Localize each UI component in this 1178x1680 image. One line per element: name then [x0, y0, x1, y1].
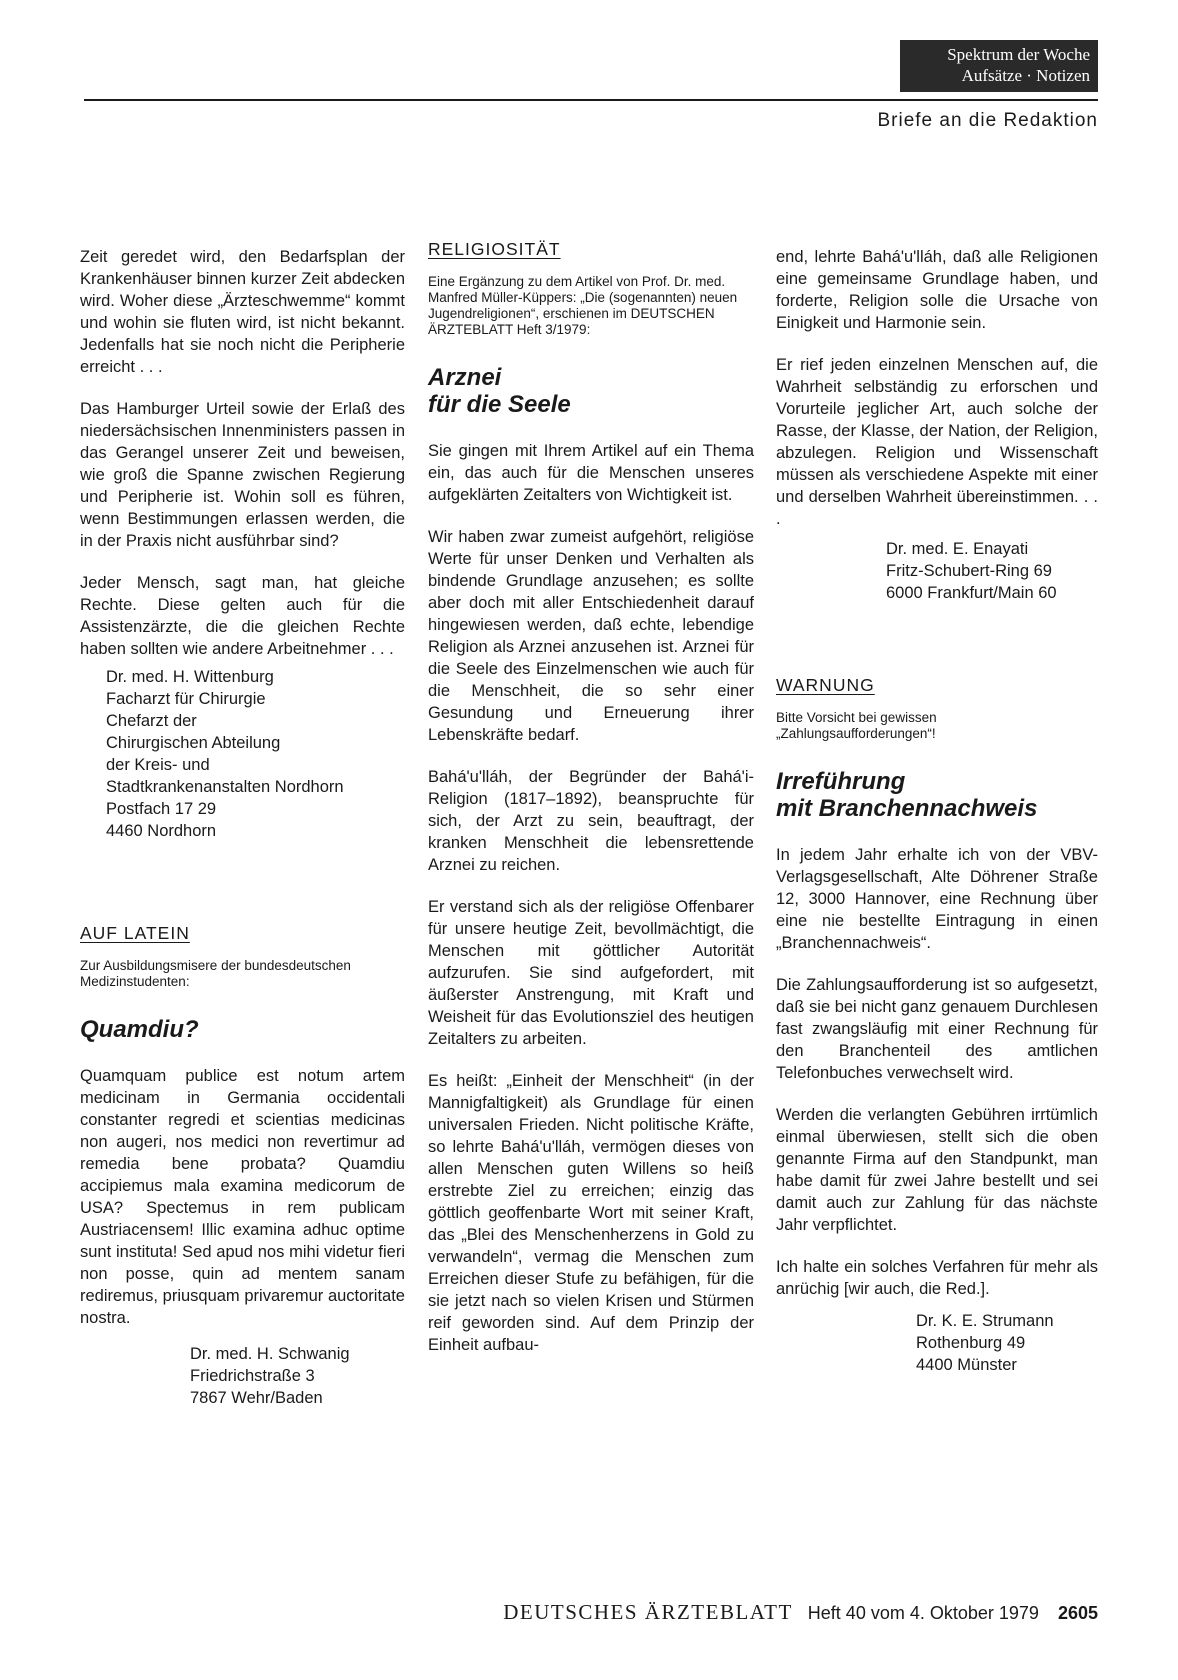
header-box-line2: Aufsätze · Notizen [961, 66, 1090, 85]
paragraph: Werden die verlangten Gebühren irrtümlich einmal überwiesen, stellt sich die oben genannte Firma auf den Standpunkt, man habe damit für zwei Jahre bestellt und sei damit auch zur Zahlung für das nächste Jahr verpflichtet. [776, 1106, 1098, 1234]
signature-line: 4460 Nordhorn [106, 822, 217, 840]
signature-block [776, 538, 1098, 604]
section-label: RELIGIOSITÄT [428, 239, 561, 259]
signature-line: Facharzt für Chirurgie [106, 690, 266, 708]
article-intro: Zur Ausbildungsmisere der bundesdeutschen Medizinstudenten: [80, 958, 351, 989]
paragraph: end, lehrte Bahá'u'lláh, daß alle Religionen eine gemeinsame Grundlage haben, und forderte, Religion solle die Ursache von Einigkeit und Harmonie sein. [776, 248, 1098, 332]
paragraph: Quamquam publice est notum artem medicinam in Germania occidentali constanter regredi et scientias medicinas non augeri, nos medici non revertimur ad remedia bene probata? Quamdiu accipiemus mala examina medicorum de USA? Spectemus in rem publicam Austriacensem! Illic examina adhuc optime sunt instituta! Sed apud nos mihi videtur fieri non posse, quin ad mentem sanam rediremus, priusquam privaremur auctoritate nostra. [80, 1067, 405, 1327]
paragraph: Ich halte ein solches Verfahren für mehr als anrüchig [wir auch, die Red.]. [776, 1258, 1098, 1298]
paragraph: Die Zahlungsaufforderung ist so aufgesetzt, daß sie bei nicht ganz genauem Durchlesen fast zwangsläufig mit einer Rechnung für den Branchenteil des amtlichen Telefonbuches verwechselt wird. [776, 976, 1098, 1082]
paragraph: Sie gingen mit Ihrem Artikel auf ein Thema ein, das auch für die Menschen unseres aufgeklärten Zeitalters von Wichtigkeit ist. [428, 442, 754, 504]
page-number: 2605 [1057, 1603, 1098, 1623]
article-title-line: Irreführung [776, 768, 906, 795]
signature-line: Friedrichstraße 3 [190, 1367, 315, 1385]
article-title-line: mit Branchennachweis [776, 795, 1038, 822]
signature-line: Dr. med. H. Wittenburg [106, 668, 274, 686]
article-intro: Bitte Vorsicht bei gewissen „Zahlungsaufforderungen“! [776, 710, 937, 741]
column-1 [80, 246, 405, 1409]
section-subheading: Briefe an die Redaktion [877, 110, 1098, 131]
paragraph: Wir haben zwar zumeist aufgehört, religiöse Werte für unser Denken und Verhalten als bindende Grundlage anzusehen; es sollte aber doch mit aller Entschiedenheit darauf hingewiesen werden, daß echte, lebendige Religion als Arznei anzusehen ist. Arznei für die Seele des Einzelmenschen wie auch für die Menschheit, die so sehr einer Gesundung und Erneuerung ihrer Lebenskräfte bedarf. [428, 528, 754, 744]
article-title [776, 768, 1098, 822]
paragraph: Zeit geredet wird, den Bedarfsplan der Krankenhäuser binnen kurzer Zeit abdecken wird. Woher diese „Ärzteschwemme“ kommt und wohin sie fluten wird, ist nicht bekannt. Jedenfalls hat sie noch nicht die Peripherie erreicht . . . [80, 248, 405, 376]
column-2 [428, 239, 754, 1356]
signature-line: Chefarzt der [106, 712, 197, 730]
signature-line: Dr. med. H. Schwanig [190, 1345, 350, 1363]
paragraph: Er verstand sich als der religiöse Offenbarer für unsere heutige Zeit, bevollmächtigt, die Menschen mit göttlicher Autorität aufzurufen. Sie sind aufgefordert, mit äußerster Anstrengung, mit Kraft und Weisheit für das Evolutionsziel des heutigen Zeitalters zu arbeiten. [428, 898, 754, 1048]
section-label: WARNUNG [776, 675, 875, 695]
article-title-line: Arznei [428, 364, 502, 391]
signature-block [80, 666, 405, 842]
column-3 [776, 246, 1098, 1376]
section-label: AUF LATEIN [80, 923, 190, 943]
signature-block [776, 1310, 1098, 1376]
signature-block [80, 1343, 405, 1409]
section-header-box [900, 40, 1098, 92]
signature-line: Dr. med. E. Enayati [886, 540, 1029, 558]
signature-line: Postfach 17 29 [106, 800, 217, 818]
paragraph: Es heißt: „Einheit der Menschheit“ (in der Mannigfaltigkeit) als Grundlage für einen universalen Frieden. Nicht politische Kräfte, so lehrte Bahá'u'lláh, vermögen dieses von allen Menschen guten Willens so heiß erstrebte Ziel zu erreichen; einzig das göttlich geoffenbarte Wort mit seiner Kraft, das „Blei des Menschenherzens in Gold zu verwandeln“, vermag die Menschen zum Erreichen dieser Stufe zu befähigen, für die sie jetzt nach so vielen Krisen und Stürmen reif geworden sind. Auf dem Prinzip der Einheit aufbau- [428, 1072, 754, 1354]
paragraph: Das Hamburger Urteil sowie der Erlaß des niedersächsischen Innenministers passen in das Gerangel unserer Zeit und beweisen, wie groß die Spanne zwischen Regierung und Peripherie ist. Wohin soll es führen, wenn Bestimmungen erlassen werden, die in der Praxis nicht ausführbar sind? [80, 400, 405, 550]
header-rule [84, 99, 1098, 101]
signature-line: Rothenburg 49 [916, 1334, 1026, 1352]
signature-line: 4400 Münster [916, 1356, 1017, 1374]
page-footer [503, 1600, 1098, 1625]
signature-line: Dr. K. E. Strumann [916, 1312, 1054, 1330]
signature-line: 6000 Frankfurt/Main 60 [886, 584, 1057, 602]
paragraph: In jedem Jahr erhalte ich von der VBV-Verlagsgesellschaft, Alte Döhrener Straße 12, 3000 Hannover, eine Rechnung über eine nie bestellte Eintragung in einen „Branchennachweis“. [776, 846, 1098, 952]
article-title: Quamdiu? [80, 1016, 199, 1043]
article-title [428, 364, 754, 418]
signature-line: Chirurgischen Abteilung [106, 734, 281, 752]
issue-info: Heft 40 vom 4. Oktober 1979 [807, 1603, 1039, 1623]
magazine-name: DEUTSCHES ÄRZTEBLATT [503, 1600, 793, 1624]
signature-line: Stadtkrankenanstalten Nordhorn [106, 778, 344, 796]
article-title-line: für die Seele [428, 391, 571, 418]
paragraph: Bahá'u'lláh, der Begründer der Bahá'i-Religion (1817–1892), beanspruchte für sich, der Arzt zu sein, beauftragt, der kranken Menschheit die lebensrettende Arznei zu reichen. [428, 768, 754, 874]
signature-line: Fritz-Schubert-Ring 69 [886, 562, 1052, 580]
paragraph: Jeder Mensch, sagt man, hat gleiche Rechte. Diese gelten auch für die Assistenzärzte, die die gleichen Rechte haben sollten wie andere Arbeitnehmer . . . [80, 574, 405, 658]
paragraph: Er rief jeden einzelnen Menschen auf, die Wahrheit selbständig zu erforschen und Vorurteile jeglicher Art, auch solche der Rasse, der Klasse, der Nation, der Religion, abzulegen. Religion und Wissenschaft müssen als verschiedene Aspekte mit einer und derselben Wahrheit übereinstimmen. . . . [776, 356, 1098, 528]
signature-line: der Kreis- und [106, 756, 210, 774]
signature-line: 7867 Wehr/Baden [190, 1389, 323, 1407]
article-intro: Eine Ergänzung zu dem Artikel von Prof. Dr. med. Manfred Müller-Küppers: „Die (sogenannten) neuen Jugendreligionen“, erschienen im DEUTSCHEN ÄRZTEBLATT Heft 3/1979: [428, 274, 738, 337]
header-box-line1: Spektrum der Woche [947, 45, 1090, 64]
